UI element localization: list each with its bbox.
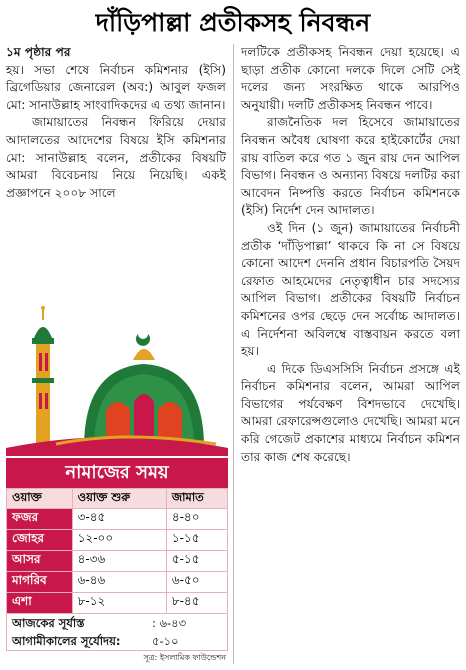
continued-label: ১ম পৃষ্ঠার পর bbox=[6, 45, 71, 59]
table-row bbox=[7, 572, 228, 593]
jamaat-time: ১-১৫ bbox=[166, 530, 227, 551]
paragraph: ওই দিন (১ জুন) জামায়াতের নির্বাচনী প্রতীক ‘দাঁড়িপাল্লা’ থাকবে কি না সে বিষয়ে কোনো আদেশ দেননি প্রধান বিচারপতি সৈয়দ রেফাত আহমেদের নেতৃত্বাধীন চার সদস্যের আপিল বিভাগ। প্রতীকের বিষয়টি নির্বাচন কমিশনের ওপর ছেড়ে দেন সর্বোচ্চ আদালত। এ নির্দেশনা অবিলম্বে বাস্তবায়ন করতে বলা হয়। bbox=[241, 220, 460, 359]
sunrise-label: আগামীকালের সূর্যোদয়: bbox=[12, 634, 121, 648]
start-time: ৪-৩৬ bbox=[72, 551, 166, 572]
column-divider bbox=[233, 44, 234, 664]
headline: দাঁড়িপাল্লা প্রতীকসহ নিবন্ধন bbox=[95, 8, 371, 37]
paragraph: রাজনৈতিক দল হিসেবে জামায়াতের নিবন্ধন অবৈধ ঘোষণা করে হাইকোর্টের দেয়া রায় বাতিল করে গত ১ জুন রায় দেন আপিল বিভাগ। নিবন্ধন ও অন্যান্য বিষয়ে দলটির করা আবেদন নিষ্পত্তি করতে নির্বাচন কমিশনকে (ইসি) নির্দেশ দেন আদালত। bbox=[241, 115, 460, 218]
jamaat-time: ৫-১৫ bbox=[166, 551, 227, 572]
table-row bbox=[7, 509, 228, 530]
prayer-name: ফজর bbox=[7, 509, 73, 530]
jamaat-time: ৪-৪০ bbox=[166, 509, 227, 530]
start-time: ১২-০০ bbox=[72, 530, 166, 551]
sunrise-value: ৫-১০ bbox=[152, 634, 179, 648]
source-credit: সূত্র: ইসলামিক ফাউন্ডেশন bbox=[143, 653, 226, 662]
prayer-times-box bbox=[6, 458, 228, 665]
start-time: ৮-১২ bbox=[72, 593, 166, 614]
jamaat-time: ৮-৪৫ bbox=[166, 593, 227, 614]
paragraph: হয়। সভা শেষে নির্বাচন কমিশনার (ইসি) ব্রিগেডিয়ার জেনারেল (অব:) আবুল ফজল মো: সানাউল্লাহ সাংবাদিকদের এ তথ্য জানান। bbox=[6, 62, 226, 112]
sunset-row bbox=[7, 614, 227, 632]
column-header: জামাত bbox=[166, 489, 227, 509]
right-column bbox=[241, 44, 460, 466]
paragraph: দলটিকে প্রতীকসহ নিবন্ধন দেয়া হয়েছে। এ ছাড়া প্রতীক কোনো দলকে দিলে সেটি সেই দলের জন্য সংরক্ষিত থাকে আরপিও অনুযায়ী। দলটি প্রতীকসহ নিবন্ধন পাবে। bbox=[241, 45, 460, 112]
prayer-name: আসর bbox=[7, 551, 73, 572]
start-time: ৬-৪৬ bbox=[72, 572, 166, 593]
start-time: ৩-৪৫ bbox=[72, 509, 166, 530]
column-header: ওয়াক্ত bbox=[7, 489, 73, 509]
prayer-name: জোহর bbox=[7, 530, 73, 551]
table-row bbox=[7, 551, 228, 572]
paragraph: এ দিকে ডিএসসিসি নির্বাচন প্রসঙ্গে এই নির্বাচন কমিশনার বলেন, আমরা আপিল বিভাগের পর্যবেক্ষণ বিশদভাবে দেখেছি। আমরা রেফারেন্সগুলোও দেখেছি। আমরা মনে করি গেজেট প্রকাশের মাধ্যমে নির্বাচন কমিশন তার কাজ শেষ করেছে। bbox=[241, 361, 460, 464]
sunset-value: : ৬-৪৩ bbox=[152, 616, 187, 630]
sunrise-row bbox=[7, 632, 227, 650]
jamaat-time: ৬-৫০ bbox=[166, 572, 227, 593]
table-row bbox=[7, 530, 228, 551]
prayer-name: এশা bbox=[7, 593, 73, 614]
prayer-title: নামাজের সময় bbox=[6, 458, 228, 488]
prayer-name: মাগরিব bbox=[7, 572, 73, 593]
column-header: ওয়াক্ত শুরু bbox=[72, 489, 166, 509]
mosque-illustration bbox=[6, 298, 228, 456]
sunset-label: আজকের সূর্যাস্ত bbox=[12, 616, 85, 630]
sun-times bbox=[6, 614, 228, 651]
table-header-row bbox=[7, 489, 228, 509]
left-column bbox=[6, 44, 226, 202]
paragraph: জামায়াতের নিবন্ধন ফিরিয়ে দেয়ার আদালতের আদেশের বিষয়ে ইসি কমিশনার মো: সানাউল্লাহ বলেন, প্রতীকের বিষয়টি আমরা বিবেচনায় নিয়ে নিয়েছি। একই প্রজ্ঞাপনে ২০০৮ সালে bbox=[6, 115, 226, 200]
table-row bbox=[7, 593, 228, 614]
prayer-table bbox=[6, 488, 228, 614]
